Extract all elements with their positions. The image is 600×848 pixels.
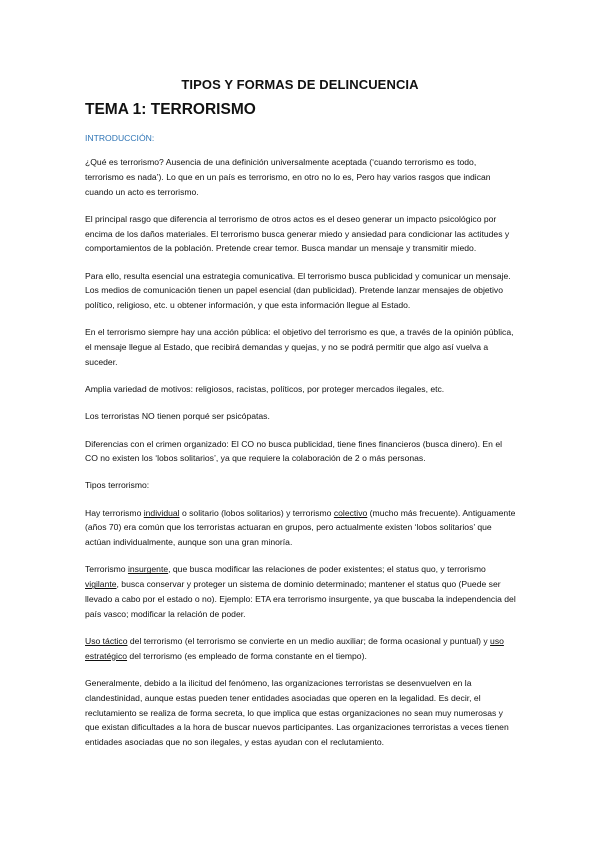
term-uso-tactico: Uso táctico [85, 636, 128, 647]
term-uso-estrategico: uso estratégico [85, 636, 504, 661]
paragraph-individual-collective: Hay terrorismo individual o solitario (lobos solitarios) y terrorismo colectivo (mucho más frecuente). Antiguamente (años 70) era común que los terroristas actuaran en grupos, pero actualmente existen ‘lobos solitarios’ que actúan individualmente, aunque son una gran minoría. [85, 507, 516, 548]
paragraph-public-action: En el terrorismo siempre hay una acción pública: el objetivo del terrorismo es que, a través de la opinión pública, el mensaje llegue al Estado, que recibirá demandas y quejas, y no se podrá permitir que algo así vuelva a suceder. [85, 327, 514, 367]
section-label-introduction: INTRODUCCIÓN: [85, 133, 155, 143]
paragraph-types-heading: Tipos terrorismo: [85, 480, 150, 491]
term-colectivo: colectivo [333, 507, 368, 518]
paragraph-clandestinity: Generalmente, debido a la ilicitud del fenómeno, las organizaciones terroristas se desenvuelven en la clandestinidad, aunque estas pueden tener entidades asociadas que operen en la legalidad. Es decir, el reclutamiento se realiza de forma secreta, lo que implica que estas organizaciones no sean muy numerosas y que existan dificultades a la hora de buscar nuevos participantes. Las organizaciones terroristas a veces tienen entidades asociadas que no son ilegales, y estas ayudan con el reclutamiento. [85, 678, 509, 748]
paragraph-psychological-impact: El principal rasgo que diferencia al terrorismo de otros actos es el deseo generar un impacto psicológico por encima de los daños materiales. El terrorismo busca generar miedo y ansiedad para condicionar las actitudes y comportamientos de la población. Pretende crear temor. Busca mandar un mensaje y transmitir miedo. [85, 213, 510, 254]
paragraph-tactical-strategic: Uso táctico del terrorismo (el terrorismo se convierte en un medio auxiliar; de forma ocasional y puntual) y uso estratégico del terrorismo (es empleado de forma constante en el tiempo). [85, 636, 504, 661]
paragraph-psychopaths: Los terroristas NO tienen porqué ser psicópatas. [85, 411, 270, 422]
paragraph-organized-crime: Diferencias con el crimen organizado: El CO no busca publicidad, tiene fines financieros (busca dinero). En el CO no existen los ‘lobos solitarios’, ya que requiere la colaboración de 2 o más personas. [85, 438, 503, 464]
paragraph-definition: ¿Qué es terrorismo? Ausencia de una definición universalmente aceptada (‘cuando terrorismo es todo, terrorismo es nada’). Lo que en un país es terrorismo, en otro no lo es, Pero hay varios rasgos que indican cuando un acto es terrorismo. [85, 157, 491, 197]
term-vigilante: vigilante [85, 579, 117, 590]
document-title: TIPOS Y FORMAS DE DELINCUENCIA [181, 77, 419, 92]
paragraph-motives: Amplia variedad de motivos: religiosos, racistas, políticos, por proteger mercados ilegales, etc. [85, 384, 445, 395]
term-insurgente: insurgente [127, 564, 169, 575]
document-body [85, 155, 517, 762]
paragraph-communication-strategy: Para ello, resulta esencial una estrategia comunicativa. El terrorismo busca publicidad y comunicar un mensaje. Los medios de comunicación tienen un papel esencial (dan publicidad). Pretende lanzar mensajes de objetivo político, religioso, etc. u obtener información, y que esta información llegue al Estado. [85, 270, 511, 311]
topic-heading: TEMA 1: TERRORISMO [85, 101, 256, 118]
term-individual: individual [143, 507, 180, 518]
paragraph-insurgent-vigilante: Terrorismo insurgente, que busca modificar las relaciones de poder existentes; el status quo, y terrorismo vigilante, busca conservar y proteger un sistema de dominio determinado; mantener el status quo (Puede ser llevado a cabo por el estado o no). Ejemplo: ETA era terrorismo insurgente, ya que buscaba la independencia del país vasco; modificar la relación de poder. [85, 564, 516, 619]
